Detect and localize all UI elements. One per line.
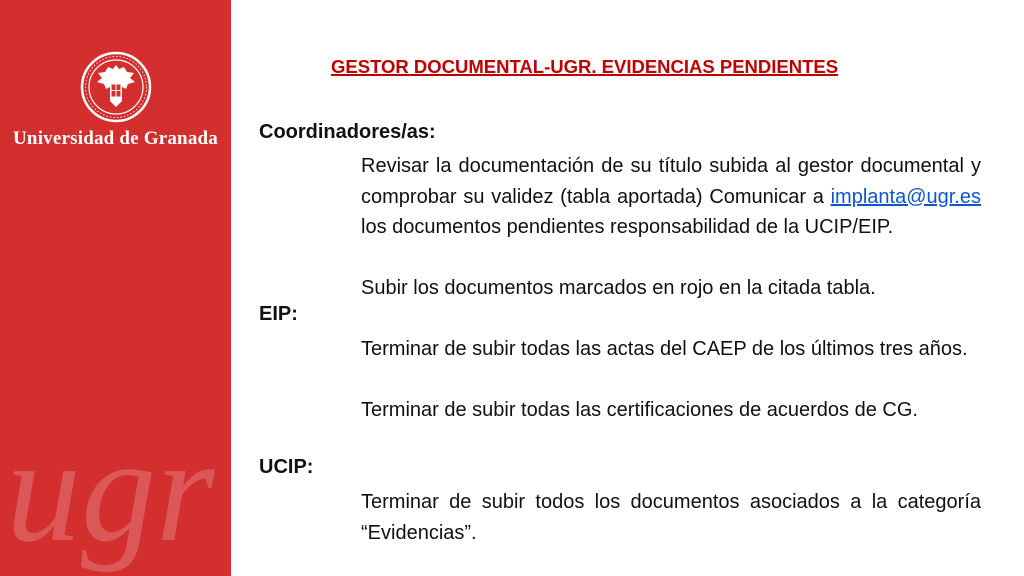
watermark-text: ugr: [6, 407, 215, 573]
university-seal-icon: [80, 51, 152, 123]
section-item: [361, 151, 981, 243]
university-name: Universidad de Granada: [13, 128, 218, 149]
sidebar-branding: [0, 0, 231, 576]
section-item: Subir los documentos marcados en rojo en la citada tabla.: [361, 277, 876, 299]
section-item: Terminar de subir todas las certificaciones de acuerdos de CG.: [361, 399, 918, 421]
section-item: Terminar de subir todos los documentos asociados a la categoría “Evidencias”.: [361, 491, 981, 544]
item-text: los documentos pendientes responsabilidad de la UCIP/EIP.: [361, 216, 894, 238]
item-text: Revisar la documentación de su título subida al gestor documental y comprobar su validez (tabla aportada): [361, 155, 981, 208]
email-link[interactable]: implanta@ugr.es: [830, 185, 981, 208]
item-text: Comunicar a: [709, 185, 831, 208]
page-title: GESTOR DOCUMENTAL-UGR. EVIDENCIAS PENDIENTES: [331, 56, 839, 77]
ugr-watermark: [2, 390, 231, 576]
section-item: Terminar de subir todas las actas del CAEP de los últimos tres años.: [361, 338, 968, 360]
section-role-ucip: UCIP:: [259, 456, 314, 478]
section-role-eip: EIP:: [259, 303, 298, 325]
section-role-coordinadores: Coordinadores/as:: [259, 121, 436, 143]
